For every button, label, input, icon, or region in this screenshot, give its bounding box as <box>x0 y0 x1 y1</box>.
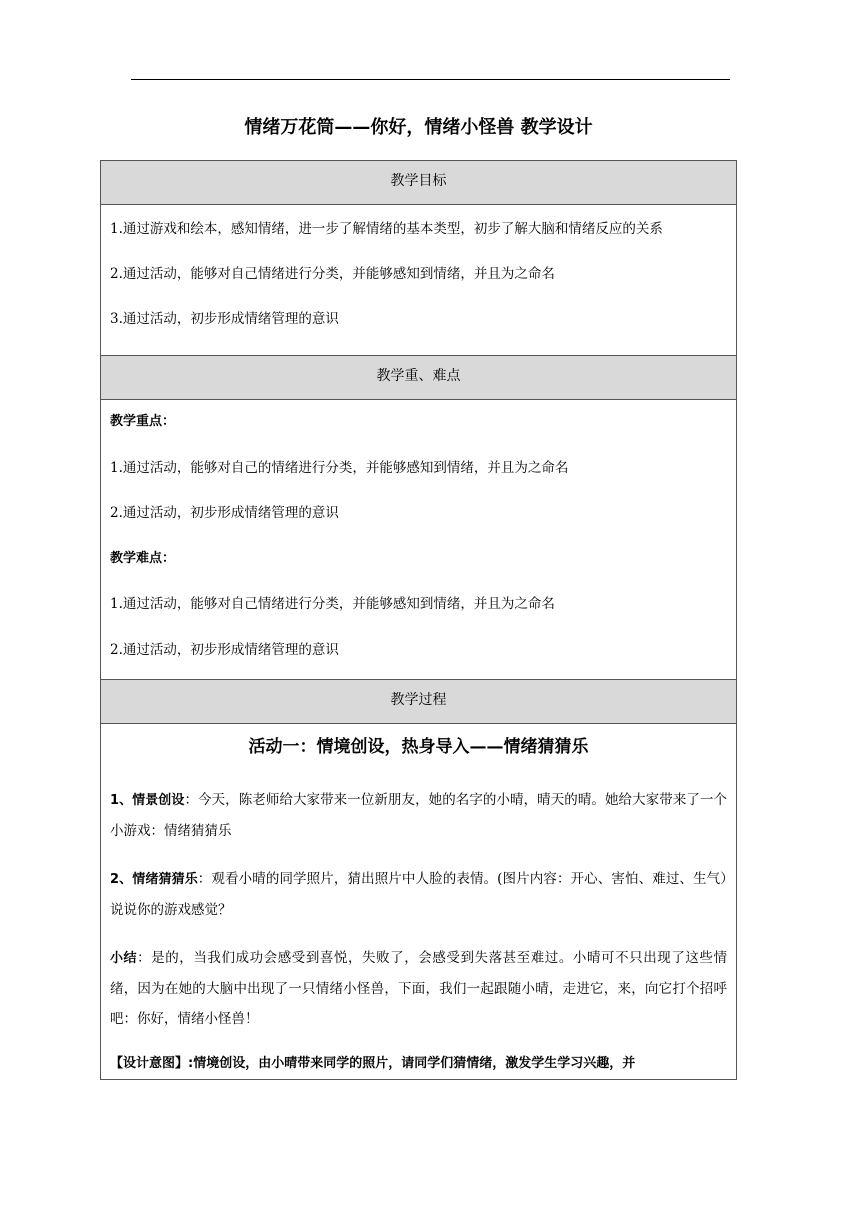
scenario-paragraph <box>110 785 727 846</box>
guess-label: 2、情绪猜猜乐 <box>110 872 198 887</box>
goals-heading: 教学目标 <box>101 161 736 205</box>
focus-item: 2.通过活动，初步形成情绪管理的意识 <box>110 505 339 521</box>
scenario-text: ：今天，陈老师给大家带来一位新朋友，她的名字的小晴，晴天的晴。她给大家带来了一个小游戏：情绪猜猜乐 <box>110 792 728 839</box>
goals-section <box>101 205 736 356</box>
goal-item: 2.通过活动，能够对自己情绪进行分类，并能够感知到情绪，并且为之命名 <box>110 266 555 282</box>
goal-item: 1.通过游戏和绘本，感知情绪，进一步了解情绪的基本类型，初步了解大脑和情绪反应的关系 <box>110 221 663 237</box>
summary-label: 小结 <box>110 951 138 966</box>
design-text: :情境创设，由小晴带来同学的照片，请同学们猜情绪，激发学生学习兴趣，并 <box>188 1056 636 1071</box>
process-section <box>101 724 736 1079</box>
guess-paragraph <box>110 864 727 925</box>
process-heading: 教学过程 <box>101 680 736 724</box>
difficulty-label: 教学难点： <box>110 550 176 566</box>
lesson-plan-table <box>100 160 737 1080</box>
guess-text: ：观看小晴的同学照片，猜出照片中人脸的表情。(图片内容：开心、害怕、难过、生气）说说你的游戏感觉？ <box>110 871 727 918</box>
focus-item: 1.通过活动，能够对自己的情绪进行分类，并能够感知到情绪，并且为之命名 <box>110 459 569 476</box>
design-intent <box>110 1049 727 1079</box>
document-title: 情绪万花筒——你好，情绪小怪兽 教学设计 <box>244 117 593 138</box>
goal-item: 3.通过活动，初步形成情绪管理的意识 <box>110 311 339 327</box>
scenario-label: 1、情景创设 <box>110 793 185 808</box>
difficulty-item: 2.通过活动，初步形成情绪管理的意识 <box>110 641 339 658</box>
keypoints-heading: 教学重、难点 <box>101 356 736 400</box>
focus-label: 教学重点： <box>110 414 176 429</box>
activity-title: 活动一：情境创设，热身导入——情绪猜猜乐 <box>248 737 589 757</box>
difficulty-item: 1.通过活动，能够对自己情绪进行分类，并能够感知到情绪，并且为之命名 <box>110 596 555 612</box>
summary-text: ：是的，当我们成功会感受到喜悦，失败了，会感受到失落甚至难过。小晴可不只出现了这些情绪，因为在她的大脑中出现了一只情绪小怪兽，下面，我们一起跟随小晴，走进它，来，向它打个招呼吧：你好，情绪小怪兽！ <box>110 950 727 1027</box>
summary-paragraph <box>110 943 727 1034</box>
header-rule <box>131 79 730 80</box>
keypoints-section <box>101 400 736 680</box>
design-label: 【设计意图】 <box>110 1056 189 1071</box>
